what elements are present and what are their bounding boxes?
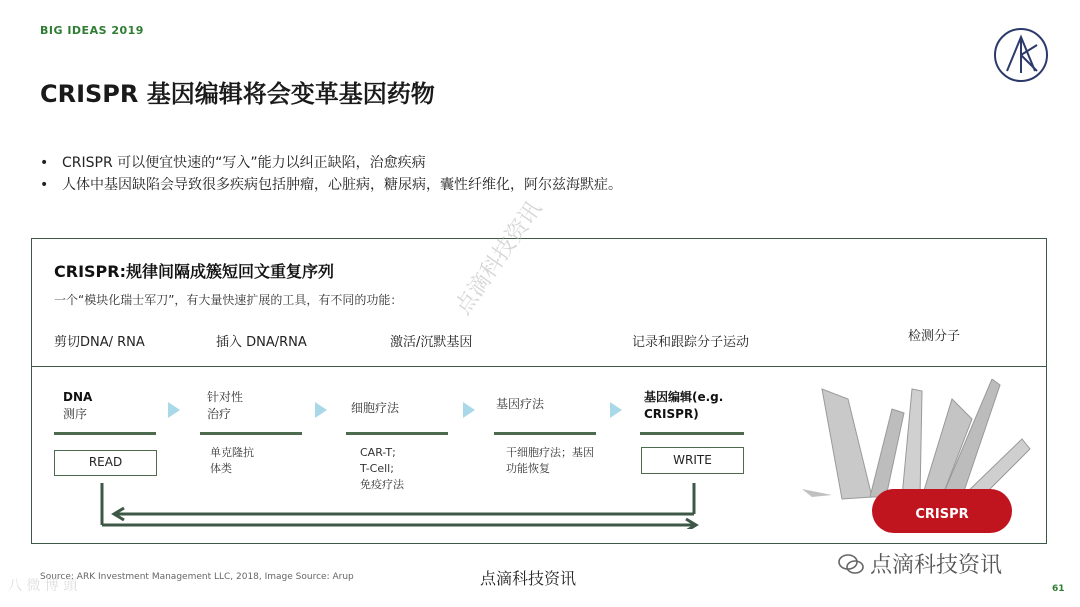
- page-title: CRISPR 基因编辑将会变革基因药物: [40, 80, 435, 108]
- bottom-watermark: 点滴科技资讯: [480, 569, 577, 588]
- step-2-line: [200, 432, 302, 435]
- step-2-sub: 单克隆抗 体类: [210, 446, 254, 475]
- bullet-text: CRISPR 可以便宜快速的“写入”能力以纠正缺陷，治愈疾病: [62, 155, 426, 171]
- ark-logo-icon: [993, 27, 1049, 83]
- function-record: 记录和跟踪分子运动: [632, 335, 750, 350]
- crispr-panel: [31, 196, 1047, 544]
- step-1-line: [54, 432, 156, 435]
- page-number: 61: [1052, 584, 1065, 594]
- brand-watermark: [838, 548, 1002, 579]
- source-note: Source: ARK Investment Management LLC, 2018, Image Source: Arup: [40, 572, 354, 582]
- step-3-sub: CAR-T; T-Cell; 免疫疗法: [360, 446, 404, 491]
- step-5-label: 基因编辑(e.g. CRISPR): [644, 390, 724, 421]
- panel-subtitle: 一个“模块化瑞士军刀”，有大量快速扩展的工具，有不同的功能：: [54, 293, 403, 307]
- arrow-right-icon: [610, 402, 622, 418]
- panel-title: CRISPR:规律间隔成簇短回文重复序列: [54, 262, 334, 281]
- step-4-line: [494, 432, 596, 435]
- swiss-army-knife-icon: [802, 379, 1047, 539]
- arrow-right-icon: [168, 402, 180, 418]
- function-detect: 检测分子: [908, 329, 961, 344]
- function-activate: 激活/沉默基因: [390, 335, 473, 350]
- read-box: READ: [54, 450, 157, 476]
- write-box: WRITE: [641, 447, 744, 474]
- function-cut: 剪切DNA/ RNA: [54, 335, 145, 350]
- header-tag: BIG IDEAS 2019: [40, 24, 144, 37]
- step-2-label: 针对性 治疗: [207, 390, 244, 421]
- wechat-icon: [838, 553, 864, 575]
- step-4-sub: 干细胞疗法；基因 功能恢复: [506, 446, 594, 475]
- step-3-line: [346, 432, 448, 435]
- function-insert: 插入 DNA/RNA: [216, 335, 307, 350]
- step-4-label: 基因疗法: [496, 397, 545, 411]
- bullet-text: 人体中基因缺陷会导致很多疾病包括肿瘤，心脏病，糖尿病，囊性纤维化，阿尔兹海默症。: [62, 177, 622, 193]
- panel-divider: [32, 366, 1046, 367]
- step-5-line: [640, 432, 744, 435]
- knife-label: CRISPR: [915, 507, 969, 522]
- brand-watermark-text: 点滴科技资讯: [870, 553, 1003, 578]
- bullet-item: • 人体中基因缺陷会导致很多疾病包括肿瘤，心脏病，糖尿病，囊性纤维化，阿尔兹海默症。: [40, 174, 622, 196]
- arrow-right-icon: [315, 402, 327, 418]
- bullet-item: • CRISPR 可以便宜快速的“写入”能力以纠正缺陷，治愈疾病: [40, 152, 622, 174]
- step-1-label: DNA 测序: [63, 390, 93, 421]
- step-3-label: 细胞疗法: [351, 401, 400, 415]
- read-write-loop-arrow: [94, 479, 704, 529]
- corner-watermark: 八 微 博 頭: [8, 578, 78, 594]
- arrow-right-icon: [463, 402, 475, 418]
- diagonal-watermark: 点滴科技资讯: [450, 196, 547, 320]
- bullet-list: [40, 152, 622, 196]
